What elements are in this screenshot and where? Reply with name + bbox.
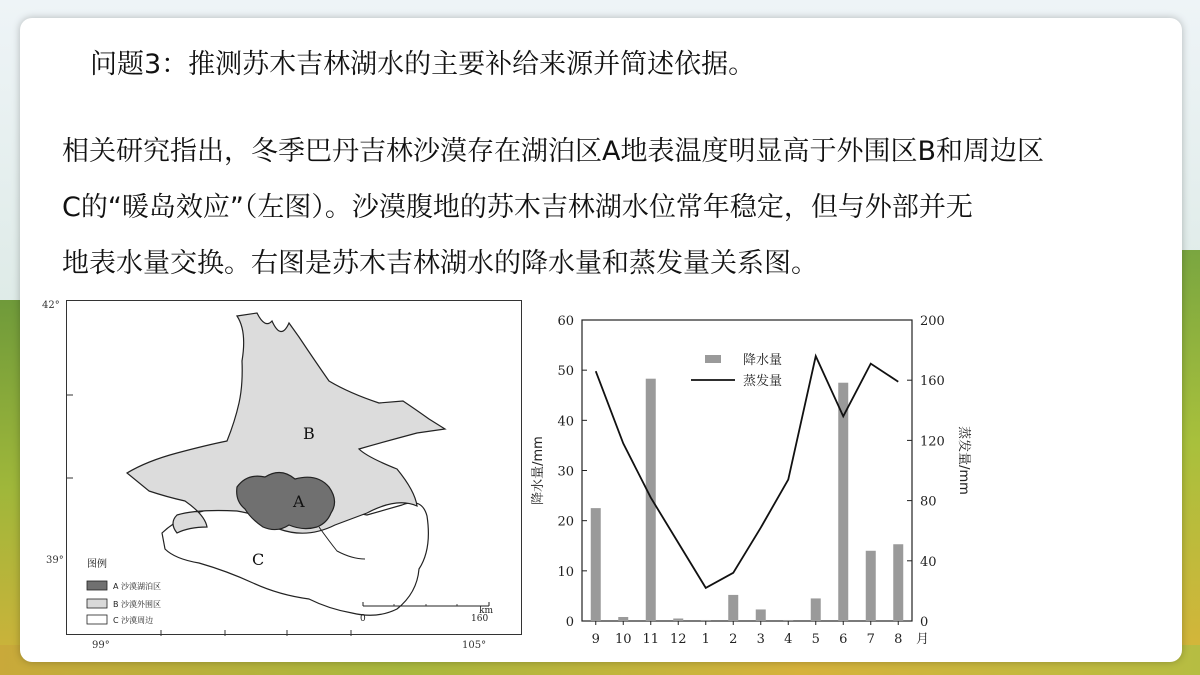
right-axis-tick-label: 40: [920, 554, 937, 570]
intro-paragraph: [62, 124, 1162, 292]
precip-bar: [783, 620, 793, 621]
evap-line: [596, 356, 899, 588]
x-axis-tick-label: 2: [729, 632, 738, 647]
precip-bar: [701, 620, 711, 621]
legend-bar-label: 降水量: [743, 353, 783, 368]
region-label-b: B: [303, 424, 315, 443]
x-axis-tick-label: 10: [614, 632, 632, 647]
precip-bar: [591, 508, 601, 621]
x-axis-unit: 月: [916, 632, 930, 647]
precip-bar: [646, 379, 656, 621]
precip-bar: [618, 617, 628, 621]
precip-bar: [756, 609, 766, 621]
x-axis-tick-label: 6: [839, 632, 848, 647]
x-axis-tick-label: 3: [756, 632, 765, 647]
legend-bar-swatch: [705, 355, 721, 363]
right-axis-tick-label: 80: [920, 494, 937, 510]
precip-bar: [866, 551, 876, 621]
left-axis-tick-label: 20: [557, 514, 574, 530]
legend-swatch-b: [87, 599, 107, 608]
legend-label-a: A 沙漠湖泊区: [113, 582, 162, 591]
precip-bar: [838, 383, 848, 621]
paragraph-line: 相关研究指出，冬季巴丹吉林沙漠存在湖泊区A地表温度明显高于外围区B和周边区: [62, 136, 1044, 167]
x-axis-tick-label: 9: [591, 632, 600, 647]
scale-end: 160: [471, 614, 489, 624]
precip-bar: [811, 598, 821, 621]
scale-start: 0: [360, 614, 366, 624]
legend-title: 图例: [87, 559, 107, 570]
map-figure: [67, 301, 523, 636]
precip-evap-chart: [520, 305, 980, 655]
region-label-c: C: [252, 550, 265, 569]
legend-line-label: 蒸发量: [743, 374, 783, 389]
lat-label-top: 42°: [42, 300, 60, 311]
question-title: 问题3：推测苏木吉林湖水的主要补给来源并简述依据。: [90, 49, 756, 80]
paragraph-line: C的“暖岛效应”（左图）。沙漠腹地的苏木吉林湖水位常年稳定，但与外部并无: [62, 192, 973, 223]
x-axis-tick-label: 5: [811, 632, 820, 647]
left-axis-tick-label: 50: [557, 364, 574, 380]
lon-label-right: 105°: [462, 640, 487, 651]
x-axis-tick-label: 8: [894, 632, 903, 647]
lat-label-bottom: 39°: [46, 555, 64, 566]
precip-bar: [673, 618, 683, 621]
left-axis-tick-label: 10: [557, 564, 574, 580]
region-label-a: A: [293, 492, 305, 511]
precip-bar: [728, 595, 738, 621]
x-axis-tick-label: 7: [866, 632, 875, 647]
left-axis-tick-label: 30: [557, 464, 574, 480]
left-axis-title: 降水量/mm: [531, 436, 546, 505]
right-axis-tick-label: 200: [920, 314, 945, 329]
legend-label-c: C 沙漠周边: [113, 616, 154, 625]
x-axis-tick-label: 1: [701, 632, 710, 647]
left-axis-tick-label: 0: [565, 615, 574, 630]
left-axis-tick-label: 40: [557, 414, 574, 430]
x-axis-tick-label: 4: [784, 632, 793, 647]
desert-map: [66, 300, 522, 635]
right-axis-tick-label: 0: [920, 615, 929, 630]
left-axis-tick-label: 60: [557, 314, 574, 329]
right-axis-title: 蒸发量/mm: [956, 426, 971, 495]
right-axis-tick-label: 160: [920, 374, 945, 390]
x-axis-tick-label: 11: [642, 632, 660, 647]
right-axis-tick-label: 120: [920, 434, 945, 450]
legend-swatch-c: [87, 615, 107, 624]
x-axis-tick-label: 12: [669, 632, 687, 647]
legend-label-b: B 沙漠外围区: [113, 600, 162, 609]
lon-label-left: 99°: [92, 640, 110, 651]
paragraph-line: 地表水量交换。右图是苏木吉林湖水的降水量和蒸发量关系图。: [62, 248, 818, 279]
precip-bar: [893, 544, 903, 621]
scale-unit: km: [479, 606, 493, 616]
legend-swatch-a: [87, 581, 107, 590]
